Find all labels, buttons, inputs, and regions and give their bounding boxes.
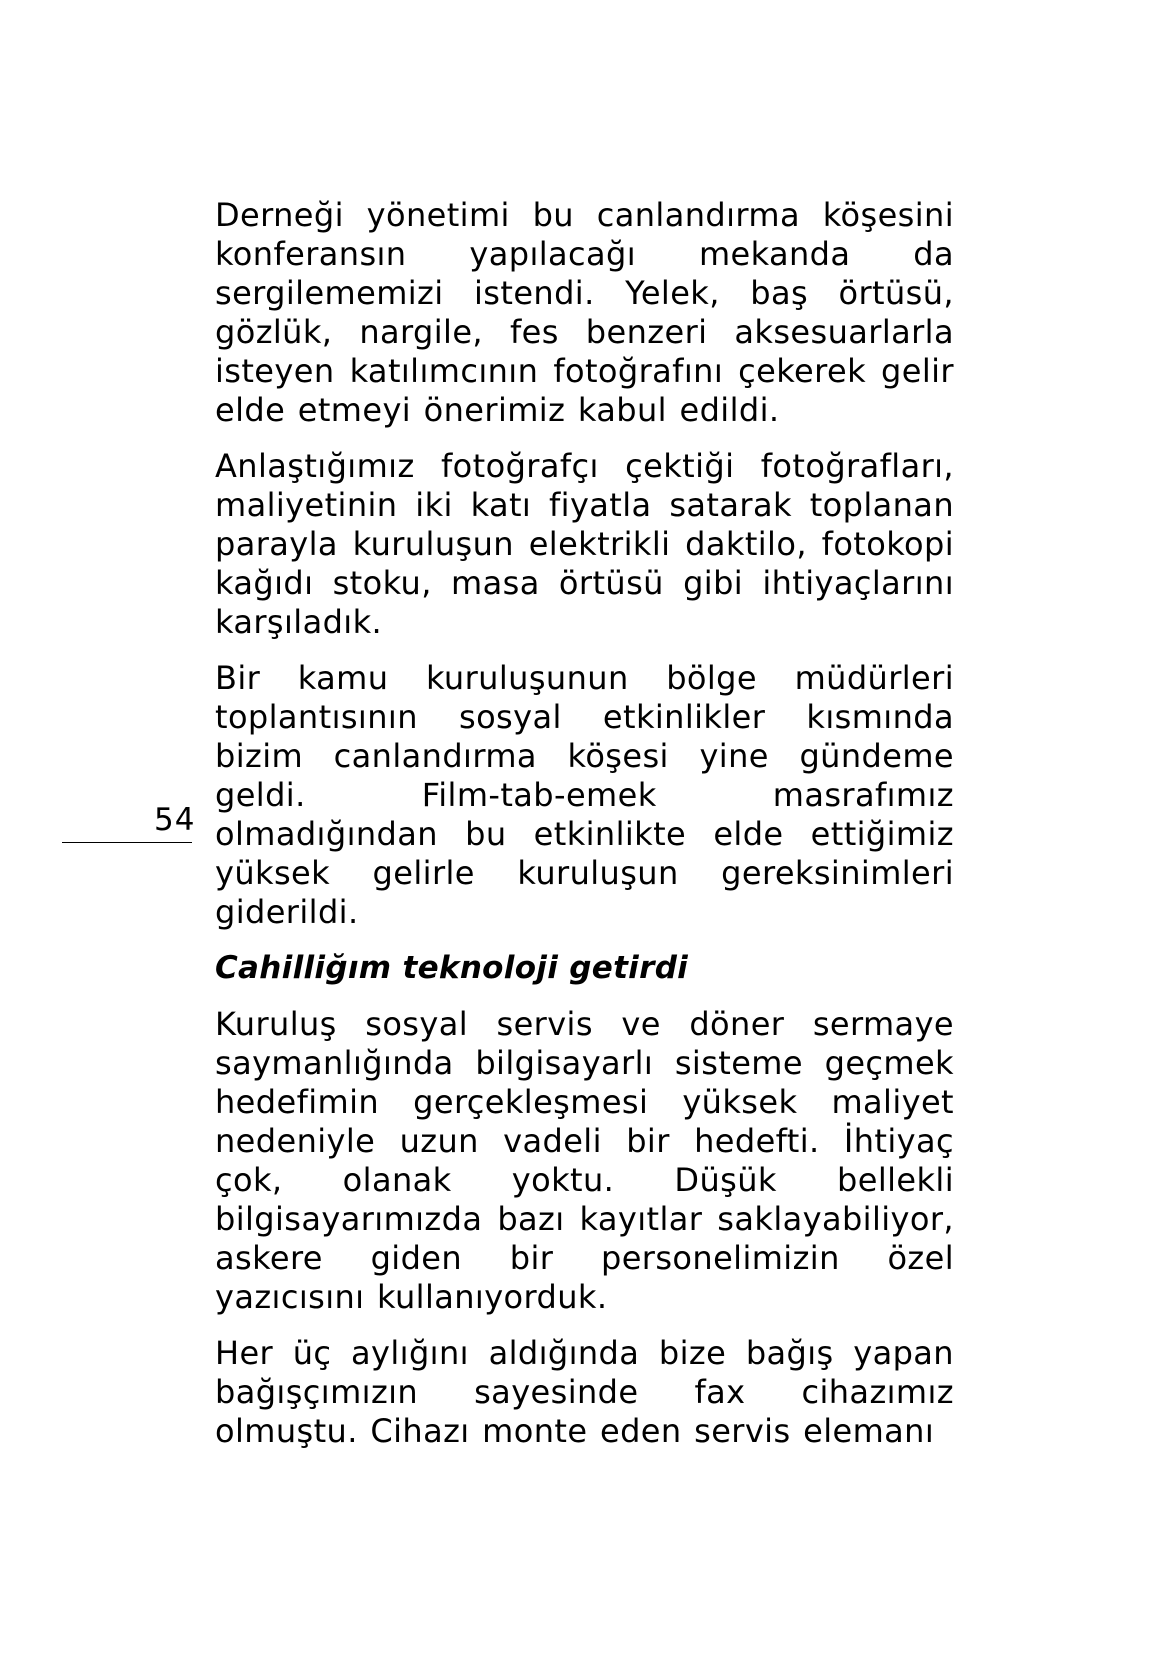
page-number: 54	[154, 802, 196, 838]
page-number-rule	[62, 842, 192, 843]
paragraph-fax-donation: Her üç aylığını aldığında bize bağış yapan bağışçımızın sayesinde fax cihazımız olmuştu. Cihazı monte eden servis elemanı	[215, 1334, 954, 1450]
paragraph-regional-meeting: Bir kamu kuruluşunun bölge müdürleri toplantısının sosyal etkinlikler kısmında bizim canlandırma köşesi yine gündeme geldi. Film-tab-emek masrafımız olmadığından bu etkinlikte elde ettiğimiz yüksek gelirle kuruluşun gereksinimleri giderildi.	[215, 659, 954, 931]
section-heading: Cahilliğım teknoloji getirdi	[215, 950, 689, 986]
paragraph-photographer: Anlaştığımız fotoğrafçı çektiği fotoğrafları, maliyetinin iki katı fiyatla satarak toplanan parayla kuruluşun elektrikli daktilo, fotokopi kağıdı stoku, masa örtüsü gibi ihtiyaçlarını karşıladık.	[215, 447, 954, 641]
body-text	[215, 196, 954, 1468]
paragraph-computer-system: Kuruluş sosyal servis ve döner sermaye saymanlığında bilgisayarlı sisteme geçmek hedefimin gerçekleşmesi yüksek maliyet nedeniyle uzun vadeli bir hedefti. İhtiyaç çok, olanak yoktu. Düşük bellekli bilgisayarımızda bazı kayıtlar saklayabiliyor, askere giden bir personelimizin özel yazıcısını kullanıyorduk.	[215, 1005, 954, 1316]
paragraph-costume-corner: Derneği yönetimi bu canlandırma köşesini konferansın yapılacağı mekanda da sergilememizi istendi. Yelek, baş örtüsü, gözlük, nargile, fes benzeri aksesuarlarla isteyen katılımcının fotoğrafını çekerek gelir elde etmeyi önerimiz kabul edildi.	[215, 196, 954, 429]
